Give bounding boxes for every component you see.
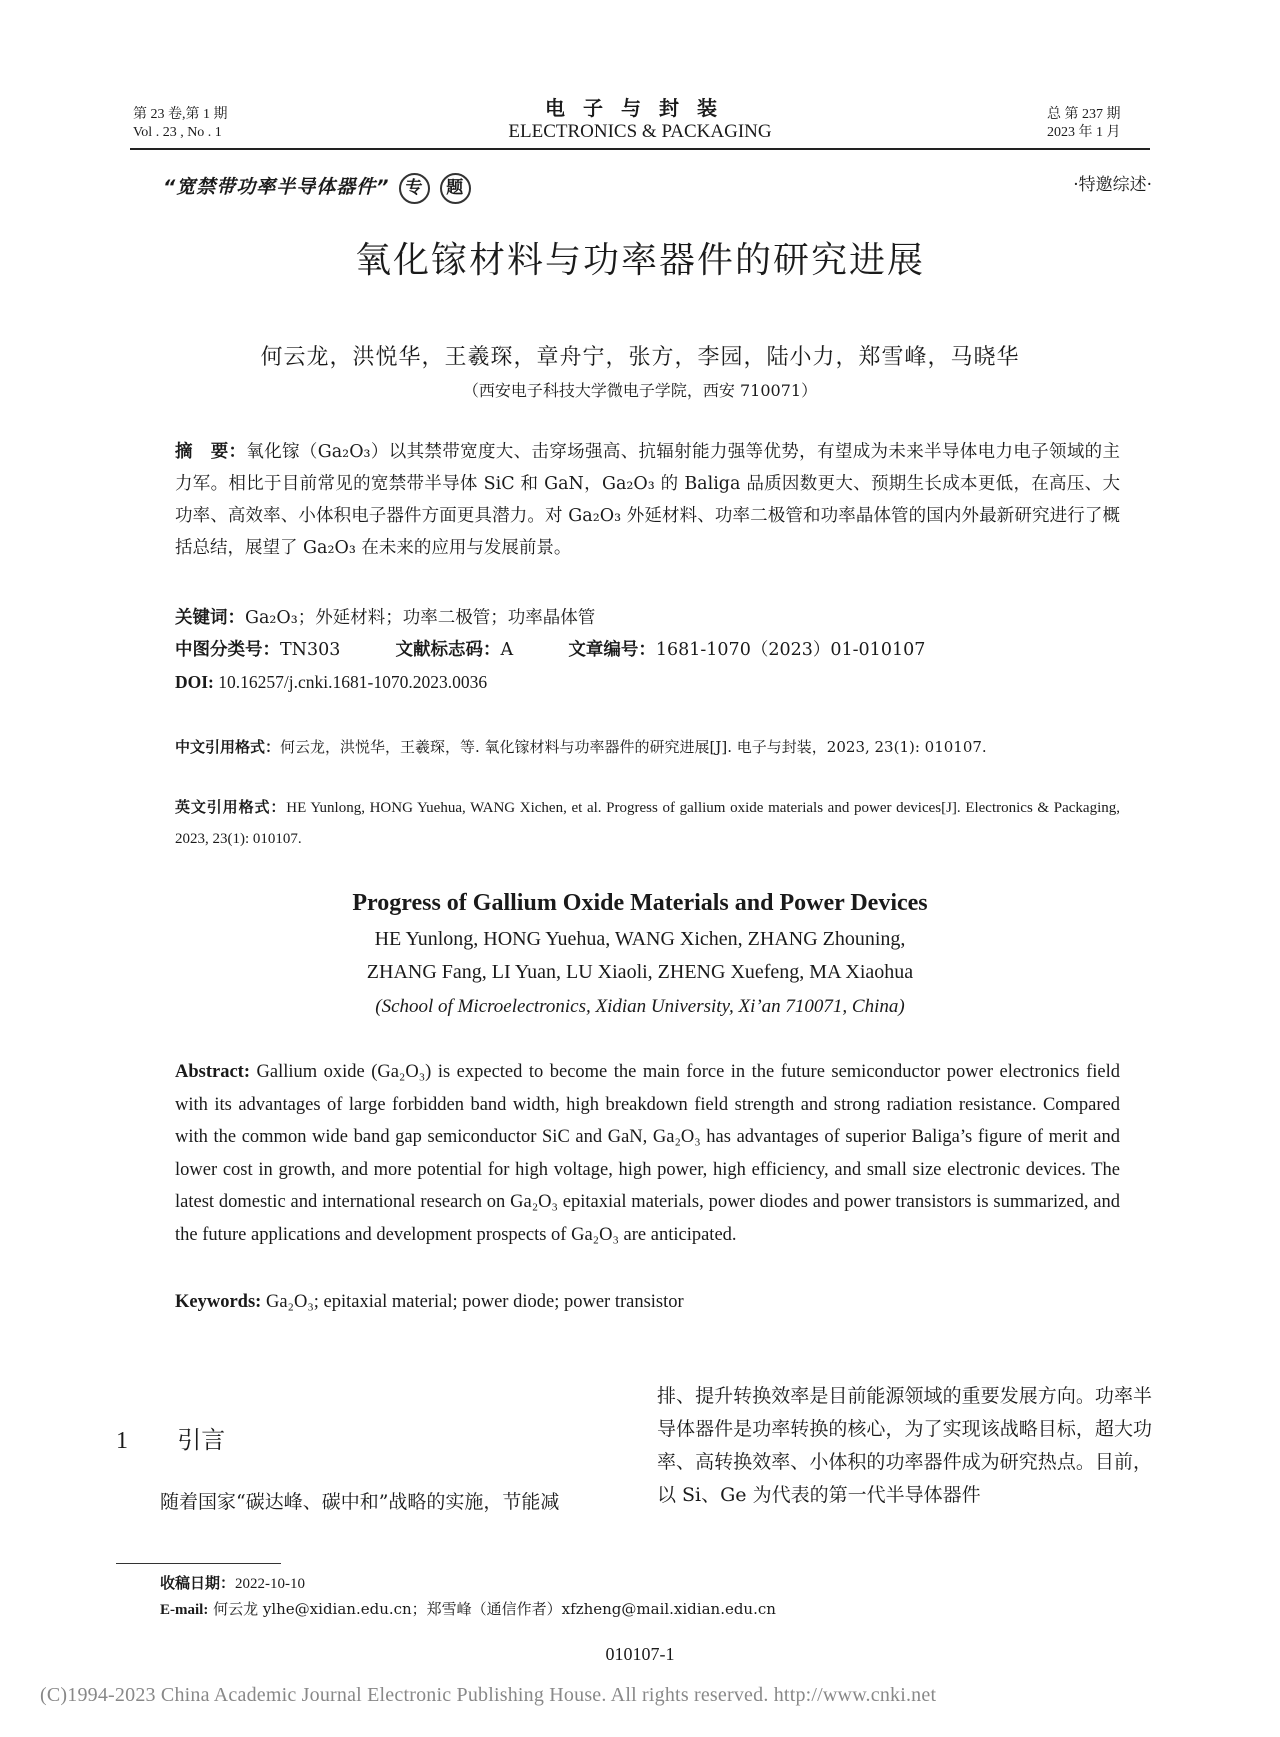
journal-name-en: ELECTRONICS & PACKAGING xyxy=(508,121,772,142)
affiliation-cn: （西安电子科技大学微电子学院，西安 710071） xyxy=(462,381,818,400)
email-value: 何云龙 ylhe@xidian.edu.cn；郑雪峰（通信作者）xfzheng@mail.xidian.edu.cn xyxy=(213,1600,776,1618)
keywords-cn xyxy=(175,602,1120,634)
citation-cn xyxy=(175,732,1120,762)
special-topic-banner xyxy=(163,172,471,204)
citation-en-text: HE Yunlong, HONG Yuehua, WANG Xichen, et al. Progress of gallium oxide materials and power devices[J]. Electronics & Packaging, 2023, 23(1): 010107. xyxy=(175,800,1120,847)
doc-code-value: A xyxy=(500,640,514,660)
citation-cn-label: 中文引用格式： xyxy=(175,738,281,756)
article-number-value: 1681-1070（2023）01-010107 xyxy=(655,640,926,660)
footnote-email xyxy=(160,1598,776,1619)
abstract-en-text: Gallium oxide (Ga₂O₃) is expected to become the main force in the future semiconductor power electronics field with its advantages of large forbidden band width, high breakdown field strength and strong radiation resistance. Compared with the common wide band gap semiconductor SiC and GaN, Ga₂O₃ has advantages of superior Baliga’s figure of merit and lower cost in growth, and more potential for high voltage, high power, high efficiency, and small size electronic devices. The latest domestic and international research on Ga₂O₃ epitaxial materials, power diodes and power transistors is summarized, and the future applications and development prospects of Ga₂O₃ are anticipated. xyxy=(175,1062,1120,1245)
copyright-watermark: (C)1994-2023 China Academic Journal Electronic Publishing House. All rights reserved. http://www.cnki.net xyxy=(40,1684,937,1706)
header-issue-date: 2023 年 1 月 xyxy=(1047,125,1121,140)
footnote-received xyxy=(160,1572,305,1593)
special-topic-name: “宽禁带功率半导体器件” xyxy=(163,176,390,198)
received-label: 收稿日期： xyxy=(160,1574,236,1592)
doi-label: DOI: xyxy=(175,672,214,692)
header-rule xyxy=(130,148,1150,150)
paper-title-cn: 氧化镓材料与功率器件的研究进展 xyxy=(354,240,925,281)
citation-en xyxy=(175,792,1120,854)
authors-en-line-2: ZHANG Fang, LI Yuan, LU Xiaoli, ZHENG Xuefeng, MA Xiaohua xyxy=(366,961,914,983)
article-number-label: 文章编号： xyxy=(568,640,656,660)
keywords-cn-text: Ga₂O₃；外延材料；功率二极管；功率晶体管 xyxy=(245,608,596,628)
keywords-en xyxy=(175,1292,684,1313)
abstract-cn xyxy=(175,436,1120,564)
clc-label: 中图分类号： xyxy=(175,640,280,660)
header-issue-total: 总 第 237 期 xyxy=(1047,107,1121,122)
received-date: 2022-10-10 xyxy=(235,1576,306,1592)
header-volume-en: Vol . 23 , No . 1 xyxy=(133,125,222,140)
abstract-cn-text: 氧化镓（Ga₂O₃）以其禁带宽度大、击穿场强高、抗辐射能力强等优势，有望成为未来半导体电力电子领域的主力军。相比于目前常见的宽禁带半导体 SiC 和 GaN，Ga₂O₃ 的 Baliga 品质因数更大、预期生长成本更低，在高压、大功率、高效率、小体积电子器件方面更具潜力。对 Ga₂O₃ 外延材料、功率二极管和功率晶体管的国内外最新研究进行了概括总结，展望了 Ga₂O₃ 在未来的应用与发展前景。 xyxy=(175,442,1121,558)
special-topic-char-1: 专 xyxy=(399,173,430,204)
keywords-en-text: Ga₂O₃; epitaxial material; power diode; power transistor xyxy=(265,1292,684,1312)
citation-cn-text: 何云龙，洪悦华，王羲琛，等. 氧化镓材料与功率器件的研究进展[J]. 电子与封装，2023, 23(1): 010107. xyxy=(280,738,987,756)
paper-title-en: Progress of Gallium Oxide Materials and Power Devices xyxy=(352,890,928,916)
abstract-en-label: Abstract: xyxy=(175,1062,251,1082)
abstract-en xyxy=(175,1056,1120,1251)
citation-en-label: 英文引用格式： xyxy=(175,798,287,816)
footnote-rule xyxy=(116,1563,281,1564)
page-number: 010107-1 xyxy=(605,1644,675,1664)
section-heading-introduction xyxy=(116,1420,225,1455)
authors-en-line-1: HE Yunlong, HONG Yuehua, WANG Xichen, ZHANG Zhouning, xyxy=(374,928,906,950)
affiliation-en: (School of Microelectronics, Xidian University, Xi’an 710071, China) xyxy=(375,996,905,1017)
header-issue xyxy=(1047,106,1121,142)
journal-name-cn: 电子与封装 xyxy=(545,96,735,120)
doi-line xyxy=(175,666,1120,698)
section-number: 1 xyxy=(116,1428,128,1454)
email-label: E-mail: xyxy=(160,1602,209,1618)
invited-review-label: ·特邀综述· xyxy=(1073,175,1152,195)
body-column-left: 随着国家“碳达峰、碳中和”战略的实施，节能减 xyxy=(160,1491,560,1513)
special-topic-char-2: 题 xyxy=(440,173,471,204)
keywords-en-label: Keywords: xyxy=(175,1292,262,1312)
doi-value: 10.16257/j.cnki.1681-1070.2023.0036 xyxy=(218,672,488,692)
classification-line xyxy=(175,634,1120,666)
clc-value: TN303 xyxy=(280,640,341,660)
section-title: 引言 xyxy=(177,1426,226,1454)
header-volume-cn: 第 23 卷,第 1 期 xyxy=(133,107,228,122)
keywords-cn-label: 关键词： xyxy=(175,608,245,628)
authors-cn: 何云龙，洪悦华，王羲琛，章舟宁，张方，李园，陆小力，郑雪峰，马晓华 xyxy=(260,345,1020,370)
doc-code-label: 文献标志码： xyxy=(395,640,501,660)
body-column-right: 排、提升转换效率是目前能源领域的重要发展方向。功率半导体器件是功率转换的核心，为了实现该战略目标，超大功率、高转换效率、小体积的功率器件成为研究热点。目前，以 Si、Ge 为代表的第一代半导体器件 xyxy=(657,1385,1152,1506)
abstract-cn-label: 摘 要： xyxy=(175,442,247,462)
